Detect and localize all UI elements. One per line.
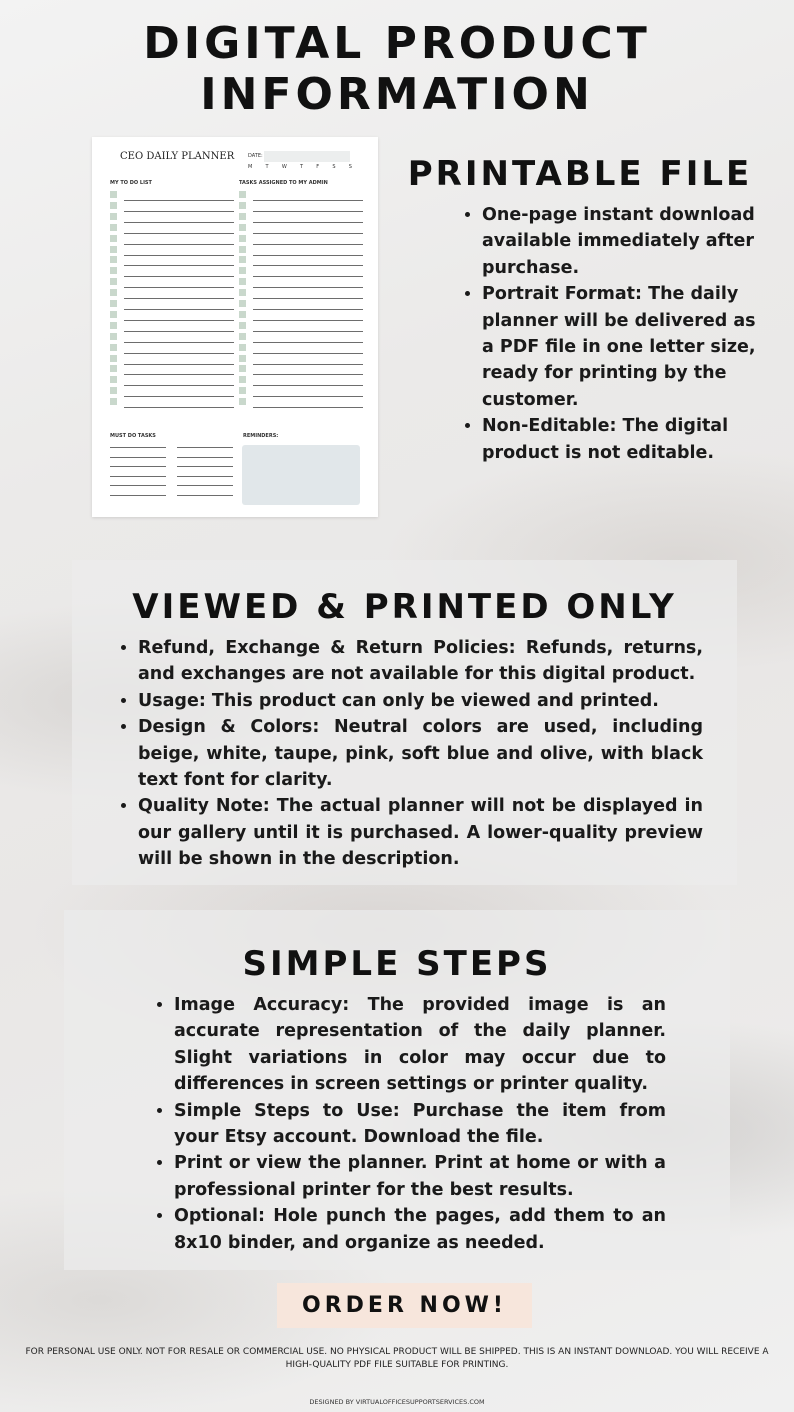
planner-checkbox [110,311,117,318]
planner-rule-line [253,287,363,288]
planner-checkbox [239,355,246,362]
planner-checkbox [239,202,246,209]
planner-rule-line [177,457,233,458]
planner-rule-line [124,255,234,256]
planner-checkbox [110,256,117,263]
planner-rule-line [124,342,234,343]
planner-rule-line [124,287,234,288]
planner-must-do-header: MUST DO TASKS [110,433,156,439]
planner-checkbox [239,333,246,340]
planner-rule-line [177,476,233,477]
planner-rule-line [253,353,363,354]
planner-rule-line [124,298,234,299]
planner-day: T [300,164,304,170]
printable-list [460,202,760,466]
planner-checkbox [110,289,117,296]
list-item: • Quality Note: The actual planner will not be displayed in our gallery until it is purchased. A lower-quality preview will be shown in the description. [138,793,703,872]
list-item: • Image Accuracy: The provided image is an accurate representation of the daily planner. Slight variations in color may occur due to differences in screen settings or printer quality. [174,992,666,1098]
planner-rule-line [124,364,234,365]
printable-heading: PRINTABLE FILE [407,154,753,194]
order-now-button[interactable]: ORDER NOW! [277,1283,532,1328]
planner-day: M [248,164,253,170]
planner-rule-line [253,233,363,234]
planner-checkbox [239,256,246,263]
planner-rule-line [253,255,363,256]
planner-rule-line [124,309,234,310]
planner-checkbox [239,376,246,383]
planner-date-box [264,151,350,162]
planner-checkbox [110,224,117,231]
list-item: • Usage: This product can only be viewed and printed. [138,688,703,714]
planner-rule-line [177,495,233,496]
planner-rule-line [177,447,233,448]
planner-rule-line [124,265,234,266]
planner-rule-line [124,200,234,201]
planner-rule-line [253,331,363,332]
planner-checkbox [239,387,246,394]
planner-rule-line [253,385,363,386]
planner-checkbox [239,191,246,198]
planner-rule-line [110,447,166,448]
planner-rule-line [253,244,363,245]
planner-rule-line [124,385,234,386]
planner-reminders-box [242,445,360,505]
viewed-heading: VIEWED & PRINTED ONLY [132,587,677,627]
planner-day: F [316,164,320,170]
list-item: • Non-Editable: The digital product is not editable. [482,413,760,466]
planner-rule-line [124,396,234,397]
planner-checkbox [110,267,117,274]
planner-rule-line [253,342,363,343]
planner-checkbox [110,246,117,253]
list-item: • Refund, Exchange & Return Policies: Refunds, returns, and exchanges are not available for this digital product. [138,635,703,688]
planner-checkbox [239,213,246,220]
planner-checkbox [239,289,246,296]
planner-rule-line [124,374,234,375]
planner-checkbox [110,365,117,372]
planner-checkbox [110,278,117,285]
planner-checkbox [239,300,246,307]
planner-rule-line [124,331,234,332]
planner-rule-line [253,276,363,277]
planner-checkbox [239,344,246,351]
planner-must-do-lines [110,447,240,507]
planner-checkbox [239,278,246,285]
planner-checkbox [239,398,246,405]
planner-rule-line [110,495,166,496]
planner-checkbox [239,267,246,274]
planner-rule-line [253,200,363,201]
planner-date-label: DATE: [248,153,263,159]
planner-checkbox [110,213,117,220]
page-title: DIGITAL PRODUCT INFORMATION [143,18,651,120]
planner-rule-line [124,353,234,354]
planner-day: S [348,164,352,170]
planner-checkbox [110,398,117,405]
planner-rule-line [253,222,363,223]
steps-heading: SIMPLE STEPS [242,944,552,984]
planner-day: W [281,164,287,170]
planner-rule-line [177,485,233,486]
planner-rule-line [110,466,166,467]
planner-checkbox [110,387,117,394]
planner-preview-image [92,137,378,517]
planner-checkbox [110,355,117,362]
list-item: • Optional: Hole punch the pages, add them to an 8x10 binder, and organize as needed. [174,1203,666,1256]
planner-rule-line [253,211,363,212]
planner-rule-line [124,244,234,245]
planner-rule-line [253,320,363,321]
viewed-section [72,560,737,885]
planner-rule-line [124,407,234,408]
planner-rule-line [253,396,363,397]
planner-admin-header: TASKS ASSIGNED TO MY ADMIN [239,180,328,186]
planner-rule-line [124,276,234,277]
planner-title: CEO DAILY PLANNER [120,151,235,162]
list-item: • Print or view the planner. Print at home or with a professional printer for the best results. [174,1150,666,1203]
planner-rule-line [253,374,363,375]
list-item: • Portrait Format: The daily planner will be delivered as a PDF file in one letter size, ready for printing by the customer. [482,281,760,413]
planner-todo-list [110,191,236,411]
planner-checkbox [239,246,246,253]
planner-rule-line [124,211,234,212]
planner-checkbox [239,224,246,231]
planner-rule-line [110,476,166,477]
planner-todo-header: MY TO DO LIST [110,180,152,186]
planner-checkbox [110,344,117,351]
planner-checkbox [110,191,117,198]
planner-admin-list [239,191,365,411]
planner-day: S [332,164,336,170]
planner-rule-line [124,222,234,223]
planner-rule-line [124,233,234,234]
planner-checkbox [110,376,117,383]
planner-checkbox [110,322,117,329]
planner-checkbox [110,300,117,307]
planner-rule-line [253,407,363,408]
planner-checkbox [239,235,246,242]
planner-checkbox [110,235,117,242]
planner-rule-line [110,485,166,486]
planner-day: T [265,164,269,170]
planner-reminders-header: REMINDERS: [243,433,279,439]
planner-rule-line [177,466,233,467]
list-item: • Simple Steps to Use: Purchase the item from your Etsy account. Download the file. [174,1098,666,1151]
planner-rule-line [110,457,166,458]
steps-section [64,910,730,1270]
list-item: • Design & Colors: Neutral colors are used, including beige, white, taupe, pink, soft blue and olive, with black text font for clarity. [138,714,703,793]
planner-rule-line [253,309,363,310]
planner-checkbox [239,365,246,372]
planner-weekdays [248,164,352,170]
planner-rule-line [253,298,363,299]
planner-checkbox [110,333,117,340]
planner-rule-line [124,320,234,321]
planner-rule-line [253,364,363,365]
list-item: • One-page instant download available immediately after purchase. [482,202,760,281]
planner-checkbox [239,311,246,318]
planner-checkbox [110,202,117,209]
designer-credit: DESIGNED BY VIRTUALOFFICESUPPORTSERVICES.COM [309,1398,485,1406]
planner-checkbox [239,322,246,329]
planner-rule-line [253,265,363,266]
footer-disclaimer: FOR PERSONAL USE ONLY. NOT FOR RESALE OR COMMERCIAL USE. NO PHYSICAL PRODUCT WILL BE SHIPPED. THIS IS AN INSTANT DOWNLOAD. YOU WILL RECEIVE A HIGH-QUALITY PDF FILE SUITABLE FOR PRINTING. [25,1347,769,1370]
